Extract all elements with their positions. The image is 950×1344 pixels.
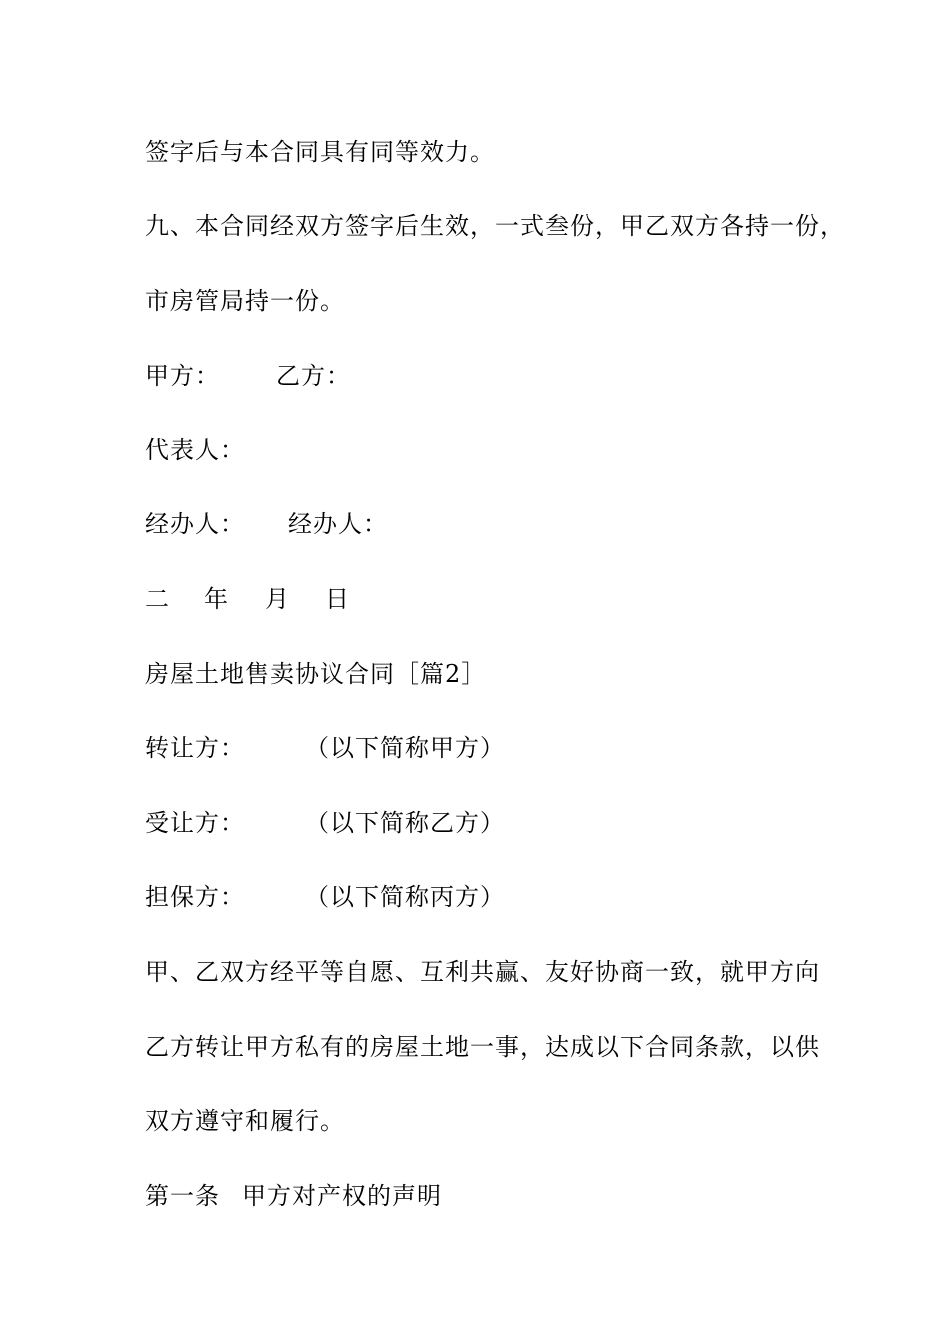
article-1-number: 第一条 — [145, 1182, 220, 1210]
text-line-3: 市房管局持一份。 — [145, 287, 345, 315]
article-1-heading — [145, 1181, 645, 1211]
agent-a-label: 经办人： — [145, 510, 245, 538]
date-month: 月 — [265, 585, 290, 613]
date-year-prefix: 二 — [145, 585, 170, 613]
date-row — [145, 584, 545, 614]
agent-b-label: 经办人： — [288, 510, 388, 538]
transferee-label: 受让方： — [145, 809, 245, 837]
party-a-label: 甲方： — [145, 362, 220, 390]
transferee-row — [145, 808, 645, 838]
transferor-note: （以下简称甲方） — [305, 734, 505, 762]
text-line-6: 双方遵守和履行。 — [145, 1107, 345, 1135]
text-line-1: 签字后与本合同具有同等效力。 — [145, 138, 495, 166]
section-title: 房屋土地售卖协议合同［篇2］ — [145, 660, 487, 688]
transferor-label: 转让方： — [145, 734, 245, 762]
transferor-row — [145, 733, 645, 763]
guarantor-label: 担保方： — [145, 883, 245, 911]
representative-label: 代表人： — [145, 436, 245, 464]
signature-agents-row — [145, 509, 545, 539]
party-b-label: 乙方： — [276, 362, 351, 390]
text-line-4: 甲、乙双方经平等自愿、互利共赢、友好协商一致，就甲方向 — [145, 958, 820, 986]
guarantor-note: （以下简称丙方） — [305, 883, 505, 911]
date-day: 日 — [325, 585, 350, 613]
text-line-2: 九、本合同经双方签字后生效，一式叁份，甲乙双方各持一份， — [145, 212, 845, 240]
text-line-5: 乙方转让甲方私有的房屋土地一事，达成以下合同条款，以供 — [145, 1033, 820, 1061]
transferee-note: （以下简称乙方） — [305, 809, 505, 837]
article-1-title: 甲方对产权的声明 — [242, 1182, 442, 1210]
guarantor-row — [145, 882, 645, 912]
date-year: 年 — [204, 585, 229, 613]
signature-parties-row — [145, 361, 545, 391]
